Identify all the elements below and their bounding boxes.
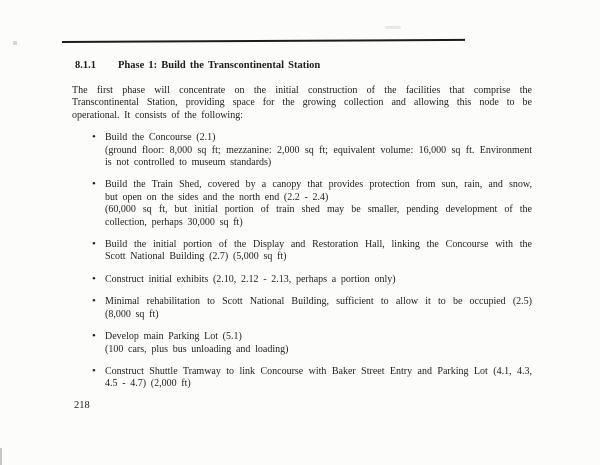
text-line: Construct Shuttle Tramway to link Concourse with Baker Street Entry and Parking Lot (4.1, 4.3, [105,365,532,377]
body-content [72,85,532,391]
section-title: Phase 1: Build the Transcontinental Station [118,60,321,71]
bullet-item [72,296,532,321]
page-number: 218 [74,400,90,411]
bullet-dot: • [92,238,96,251]
text-line: Transcontinental Station, providing space for the growing collection and allowing this node to be [72,97,532,109]
text-line: Build the Concourse (2.1) [105,132,216,144]
text-line: Scott National Building (2.7) (5,000 sq ft) [105,251,287,263]
section-number: 8.1.1 [75,60,96,71]
text-line: 4.5 - 4.7) (2,000 ft) [105,378,191,390]
bullet-item [72,331,532,356]
text-line: is not controlled to museum standards) [105,157,272,169]
section-heading [75,60,320,71]
top-rule [62,39,465,43]
bullet-dot: • [92,178,96,191]
bullet-item [72,366,532,391]
bullet-item [72,179,532,229]
scan-speck [13,41,17,45]
text-line: The first phase will concentrate on the initial construction of the facilities that comprise the [72,85,532,96]
intro-paragraph [72,85,532,122]
text-line: (8,000 sq ft) [105,308,159,320]
scan-edge-mark [0,448,2,465]
text-line: (60,000 sq ft, but initial portion of train shed may be smaller, pending development of the [105,204,532,216]
text-line: but open on the sides and the north end (2.2 - 2.4) [105,191,329,203]
text-line: Build the Train Shed, covered by a canopy that provides protection from sun, rain, and snow, [105,179,532,191]
text-line: Construct initial exhibits (2.10, 2.12 - 2.13, perhaps a portion only) [105,273,396,285]
bullet-item [72,239,532,264]
bullet-item [72,274,532,286]
bullet-dot: • [92,330,96,343]
text-line: Build the initial portion of the Display and Restoration Hall, linking the Concourse with the [105,239,532,251]
scan-smudge [385,26,401,29]
bullet-dot: • [92,131,96,144]
text-line: (100 cars, plus bus unloading and loading) [105,343,289,355]
text-line: collection, perhaps 30,000 sq ft) [105,216,243,228]
text-line: operational. It consists of the following: [72,109,243,121]
bullet-dot: • [92,364,96,377]
bullet-dot: • [92,272,96,285]
bullet-dot: • [92,295,96,308]
text-line: Minimal rehabilitation to Scott National Building, sufficient to allow it to be occupied (2.5) [105,296,532,308]
text-line: (ground floor: 8,000 sq ft; mezzanine: 2,000 sq ft; equivalent volume: 16,000 sq ft. Environment [105,144,532,156]
bullet-item [72,132,532,169]
text-line: Develop main Parking Lot (5.1) [105,331,242,343]
bullet-list [72,132,532,391]
